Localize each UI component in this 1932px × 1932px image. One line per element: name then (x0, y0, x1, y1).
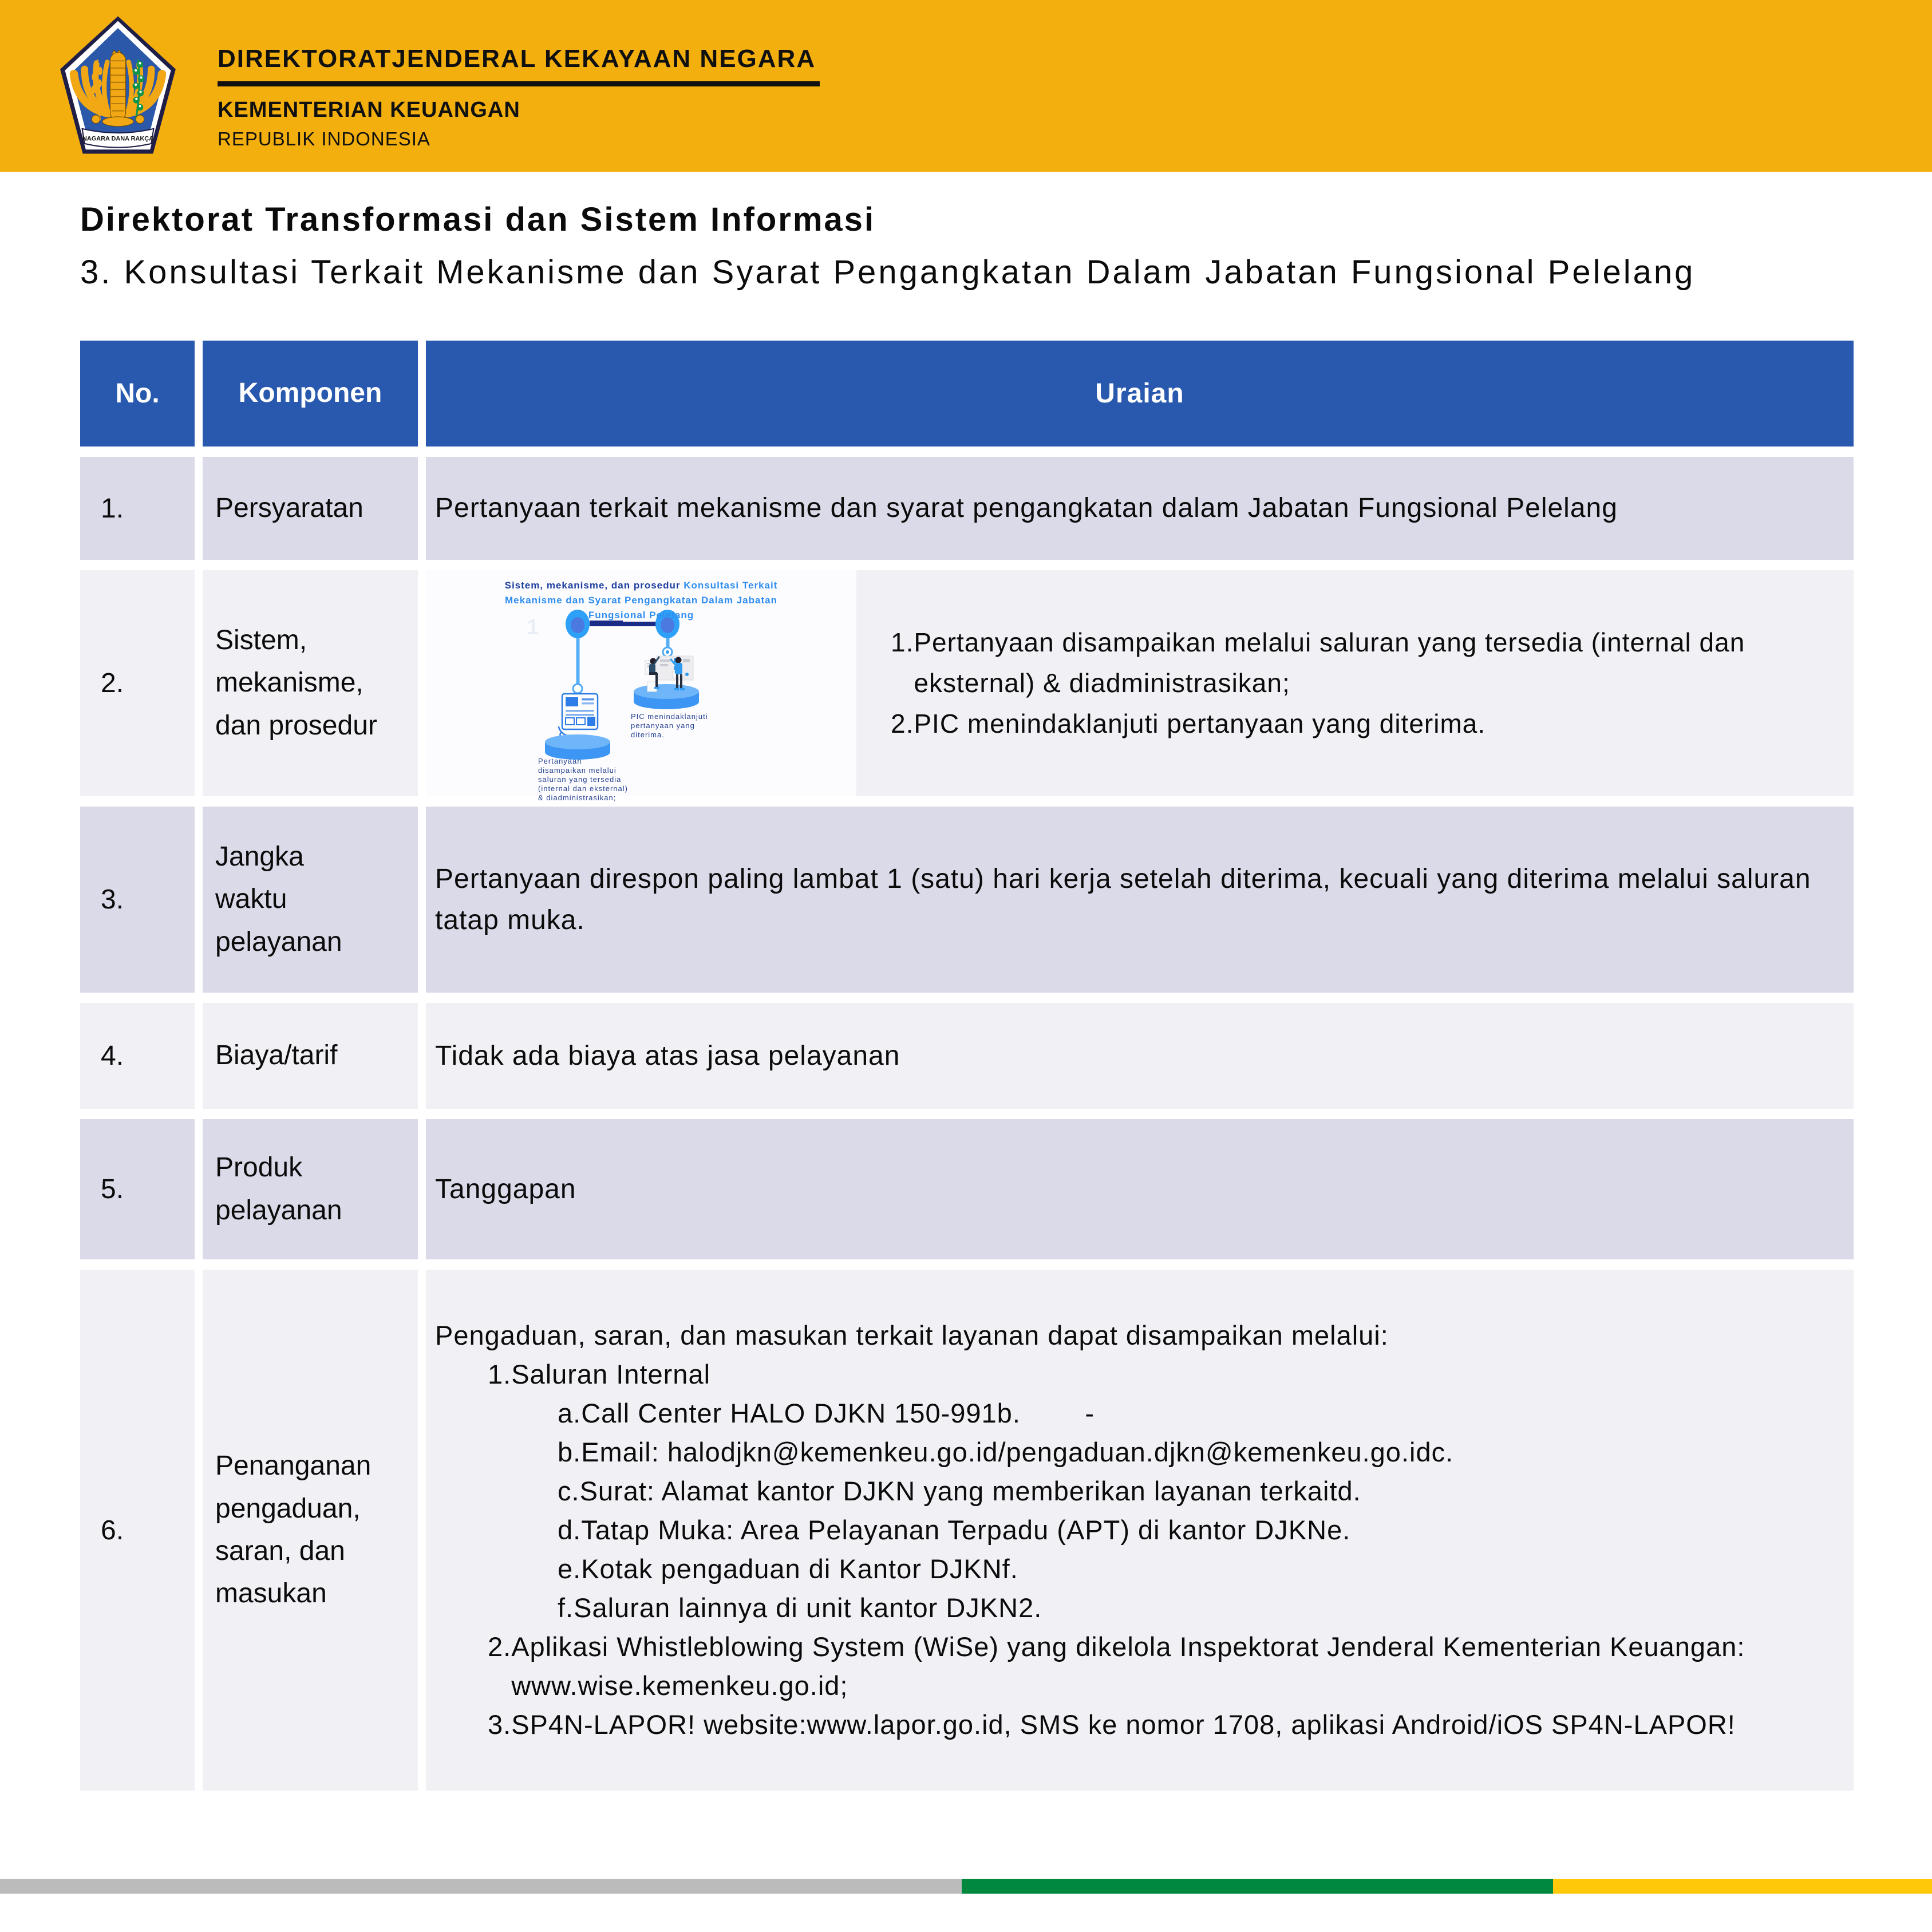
item-label: 2. (488, 1631, 512, 1662)
service-standard-table (80, 341, 1854, 1801)
item-label: e. (558, 1554, 582, 1584)
item-text: Email: halodjkn@kemenkeu.go.id/pengaduan.djkn@kemenkeu.go.idc. (581, 1437, 1454, 1467)
list-item (558, 1550, 1773, 1589)
row6-komponen: Penanganan pengaduan, saran, dan masukan (203, 1270, 418, 1791)
procedure-diagram (426, 570, 856, 802)
row6-no: 6. (80, 1270, 195, 1791)
row1-no: 1. (80, 457, 195, 560)
list-item (558, 1394, 1773, 1433)
row4-uraian: Tidak ada biaya atas jasa pelayanan (426, 1003, 1854, 1109)
row2-uraian (426, 570, 1854, 802)
list-item (488, 1705, 1773, 1744)
list-item (558, 1433, 1773, 1472)
item-text: Surat: Alamat kantor DJKN yang memberikan layanan terkaitd. (579, 1476, 1361, 1506)
item-text: SP4N-LAPOR! website:www.lapor.go.id, SMS ke nomor 1708, aplikasi Android/iOS SP4N-LAPOR! (511, 1709, 1736, 1740)
row3-no: 3. (80, 807, 195, 993)
item-text: Aplikasi Whistleblowing System (WiSe) yang dikelola Inspektorat Jenderal Kementerian Keuangan: www.wise.kemenkeu.go.id; (511, 1631, 1745, 1701)
table-header-row (80, 341, 1854, 447)
item-label: d. (558, 1515, 582, 1545)
item-text: Tatap Muka: Area Pelayanan Terpadu (APT) di kantor DJKNe. (581, 1515, 1351, 1545)
list-item (488, 1627, 1773, 1705)
row3-komponen: Jangka waktu pelayanan (203, 807, 418, 993)
item-label: f. (558, 1593, 574, 1623)
page-subtitle: 3. Konsultasi Terkait Mekanisme dan Syarat Pengangkatan Dalam Jabatan Fungsional Pelelang (80, 254, 1696, 291)
row2-no: 2. (80, 570, 195, 796)
row2-komponen: Sistem, mekanisme, dan prosedur (203, 570, 418, 796)
footer-stripe (0, 1879, 1932, 1894)
item-label: 3. (488, 1709, 512, 1740)
logo-column (110, 50, 125, 121)
list-item (488, 1355, 1773, 1394)
list-item (891, 622, 1808, 704)
list-item (558, 1472, 1773, 1511)
row5-no: 5. (80, 1119, 195, 1259)
item-text: Saluran lainnya di unit kantor DJKN2. (574, 1593, 1042, 1623)
banner-ministry: KEMENTERIAN KEUANGAN (218, 98, 520, 122)
row4-komponen: Biaya/tarif (203, 1003, 418, 1109)
item-label: c. (558, 1476, 580, 1506)
header-uraian: Uraian (426, 341, 1854, 447)
logo-motto: NAGARA DANA RAKÇA (82, 135, 153, 143)
row5-komponen: Produk pelayanan (203, 1119, 418, 1259)
stripe-gray (0, 1879, 962, 1894)
list-item (891, 704, 1808, 744)
item-label: b. (558, 1437, 582, 1467)
row1-uraian: Pertanyaan terkait mekanisme dan syarat pengangkatan dalam Jabatan Fungsional Pelelang (426, 457, 1854, 560)
right-disc (634, 684, 699, 709)
table-row (80, 1270, 1854, 1791)
list-item (558, 1589, 1773, 1627)
item-label: 1. (488, 1359, 512, 1389)
complaints-intro: Pengaduan, saran, dan masukan terkait layanan dapat disampaikan melalui: (435, 1320, 1389, 1350)
banner-text-block (218, 45, 820, 150)
table-row (80, 457, 1854, 560)
step-number: 2. (891, 709, 914, 739)
diagram-caption-left: Pertanyaan disampaikan melalui saluran yang tersedia (internal dan eksternal) & diadministrasikan; (538, 757, 628, 802)
step-number: 1. (891, 627, 914, 657)
item-text: Saluran Internal (511, 1359, 711, 1389)
item-text: Call Center HALO DJKN 150-991b. - (581, 1398, 1095, 1428)
table-row (80, 1119, 1854, 1259)
header-komponen: Komponen (203, 341, 418, 447)
row2-steps-list (891, 622, 1808, 745)
diagram-title-main: Konsultasi Terkait Mekanisme dan Syarat Pengangkatan Dalam Jabatan Fungsional Pelelang (505, 580, 778, 621)
stripe-gold (1553, 1879, 1932, 1894)
diagram-caption-right: PIC menindaklanjuti pertanyaan yang diterima. (631, 712, 708, 739)
table-row (80, 807, 1854, 993)
left-disc (545, 734, 610, 760)
row1-komponen: Persyaratan (203, 457, 418, 560)
internal-channels-sublist (558, 1394, 1773, 1627)
table-row (80, 1003, 1854, 1109)
stripe-green (962, 1879, 1553, 1894)
item-label: a. (558, 1398, 582, 1428)
row4-no: 4. (80, 1003, 195, 1109)
step-text: PIC menindaklanjuti pertanyaan yang diterima. (914, 709, 1486, 739)
row5-uraian: Tanggapan (426, 1119, 1854, 1259)
row3-uraian: Pertanyaan direspon paling lambat 1 (satu) hari kerja setelah diterima, kecuali yang diterima melalui saluran tatap muka. (426, 807, 1854, 993)
diagram-step-number: 1 (527, 615, 540, 639)
item-text: Kotak pengaduan di Kantor DJKNf. (581, 1554, 1018, 1584)
diagram-title-prefix: Sistem, mekanisme, dan prosedur (504, 580, 681, 591)
list-item (558, 1511, 1773, 1550)
header-no: No. (80, 341, 195, 447)
top-banner (0, 0, 1932, 172)
table-row (80, 570, 1854, 802)
banner-underline (218, 81, 820, 86)
banner-country: REPUBLIK INDONESIA (218, 128, 430, 149)
step-text: Pertanyaan disampaikan melalui saluran yang tersedia (internal dan eksternal) & diadministrasikan; (914, 627, 1745, 698)
kemenkeu-logo (58, 14, 177, 158)
page-title: Direktorat Transformasi dan Sistem Informasi (80, 201, 876, 238)
banner-org-name: DIREKTORATJENDERAL KEKAYAAN NEGARA (218, 45, 816, 73)
row6-uraian (426, 1270, 1854, 1791)
